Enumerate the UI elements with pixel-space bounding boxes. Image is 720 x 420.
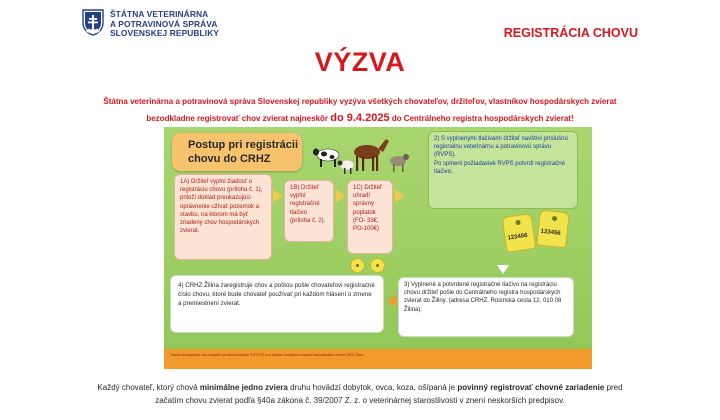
deadline-date: do 9.4.2025 [330, 112, 390, 124]
ear-tag-hole [552, 216, 557, 221]
obligation-text [95, 381, 625, 407]
org-name-line-2: A POTRAVINOVÁ SPRÁVA [110, 18, 218, 29]
svps-logo [82, 9, 219, 39]
button-ear-tag-icon [370, 258, 385, 273]
step-1a-box: 1A) Držiteľ vyplní žiadosť o registráciu chovu (príloha č. 1), priloží doklad preukazujúci oprávnenie užívať pozemok a stavbu, na ktorom má byť zriadený chov hospodárskych zvierat. [174, 174, 272, 260]
infographic-title-line-1: Postup pri registrácii [188, 139, 299, 151]
page-title: VÝZVA [314, 47, 406, 77]
infographic-title-line-2: chovu do CRHZ [188, 153, 271, 165]
registration-label: REGISTRÁCIA CHOVU [503, 26, 638, 40]
arrow-3-to-4 [387, 295, 396, 307]
arrow-1b-to-1c [336, 189, 345, 203]
obligation-part-2: druhu hovädzí dobytok, ovca, koza, ošípaná je [290, 383, 456, 392]
obligation-part-3: pred začatím chovu zvierat podľa §40a zákona č. 39/2007 Z. z. o veterinárnej starostlivosti v znení neskorších predpisov. [155, 383, 623, 405]
org-name-line-1: ŠTÁTNA VETERINÁRNA [110, 9, 209, 19]
intro-line-2-end: do Centrálneho registra hospodárskych zvierat! [391, 114, 574, 123]
registration-infographic [164, 127, 592, 369]
arrow-1c-to-2 [395, 189, 404, 203]
step-2-text-b: Po splnení požiadaviek RVPS potvrdí registračné tlačivo. [434, 160, 565, 175]
infographic-footer [164, 349, 592, 369]
ear-tag-hole [515, 220, 521, 226]
obligation-bold-1: minimálne jedno zviera [199, 383, 288, 392]
button-ear-tag-icon [350, 258, 365, 273]
infographic-footer-note: Tlačivá na registráciu chovu nájdete na webovej stránke ŠVPS SR a na stránke Centrálneho registra hospodárskych zvierat CRHZ Žilina. [170, 353, 364, 357]
farm-animals-icon [312, 135, 412, 177]
org-name-line-3: SLOVENSKEJ REPUBLIKY [110, 28, 220, 39]
slovak-coat-of-arms-icon [82, 9, 104, 36]
step-1c-box: 1C) Držiteľ uhradí správny poplatok (FO- 33€, PO-100€) [347, 180, 393, 254]
intro-line-2-start: bezodkladne registrovať chov zvierat najneskôr [146, 114, 329, 123]
step-4-box: 4) CRHZ Žilina zaregistruje chov a poštou pošle chovateľovi registračné číslo chovu, ktoré bude chovateľ používať pri každom hlásení o zmene a premiestnení zvierat. [170, 275, 384, 333]
step-2-text-a: 2) S vyplnenými tlačivami držiteľ navštívi príslušnú regionálnu veterinárnu a potravinovú správu (RVPS). [434, 136, 568, 159]
ear-tag-number-2: 123456 [540, 228, 561, 237]
arrow-1a-to-1b [273, 189, 282, 203]
ear-tag-number-1: 123456 [507, 232, 528, 242]
step-3-box: 3) Vyplnené a potvrdené registračné tlačivo na registráciu chovu držiteľ pošle do Centrálneho registra hospodárskych zvierat do Žiliny. (adresa CRHZ, Rosinská cesta 12, 010 08 Žilina). [398, 277, 574, 337]
obligation-part-1: Každý chovateľ, ktorý chová [97, 383, 198, 392]
infographic-title-box [172, 133, 302, 171]
obligation-bold-2: povinný registrovať chovné zariadenie [457, 383, 605, 392]
ear-tag-icon [502, 213, 537, 253]
org-name [110, 10, 219, 39]
intro-text [70, 94, 650, 127]
step-2-box [428, 131, 578, 209]
ear-tag-icon [536, 210, 570, 249]
arrow-2-to-3 [497, 265, 509, 274]
intro-line-1: Štátna veterinárna a potravinová správa Slovenskej republiky vyzýva všetkých chovateľov, držiteľov, vlastníkov hospodárskych zvierat [103, 97, 617, 106]
intro-line-2 [70, 110, 650, 127]
step-1b-box: 1B) Držiteľ vyplní registračné tlačivo (príloha č. 2). [284, 180, 334, 242]
infographic-title [188, 138, 298, 166]
